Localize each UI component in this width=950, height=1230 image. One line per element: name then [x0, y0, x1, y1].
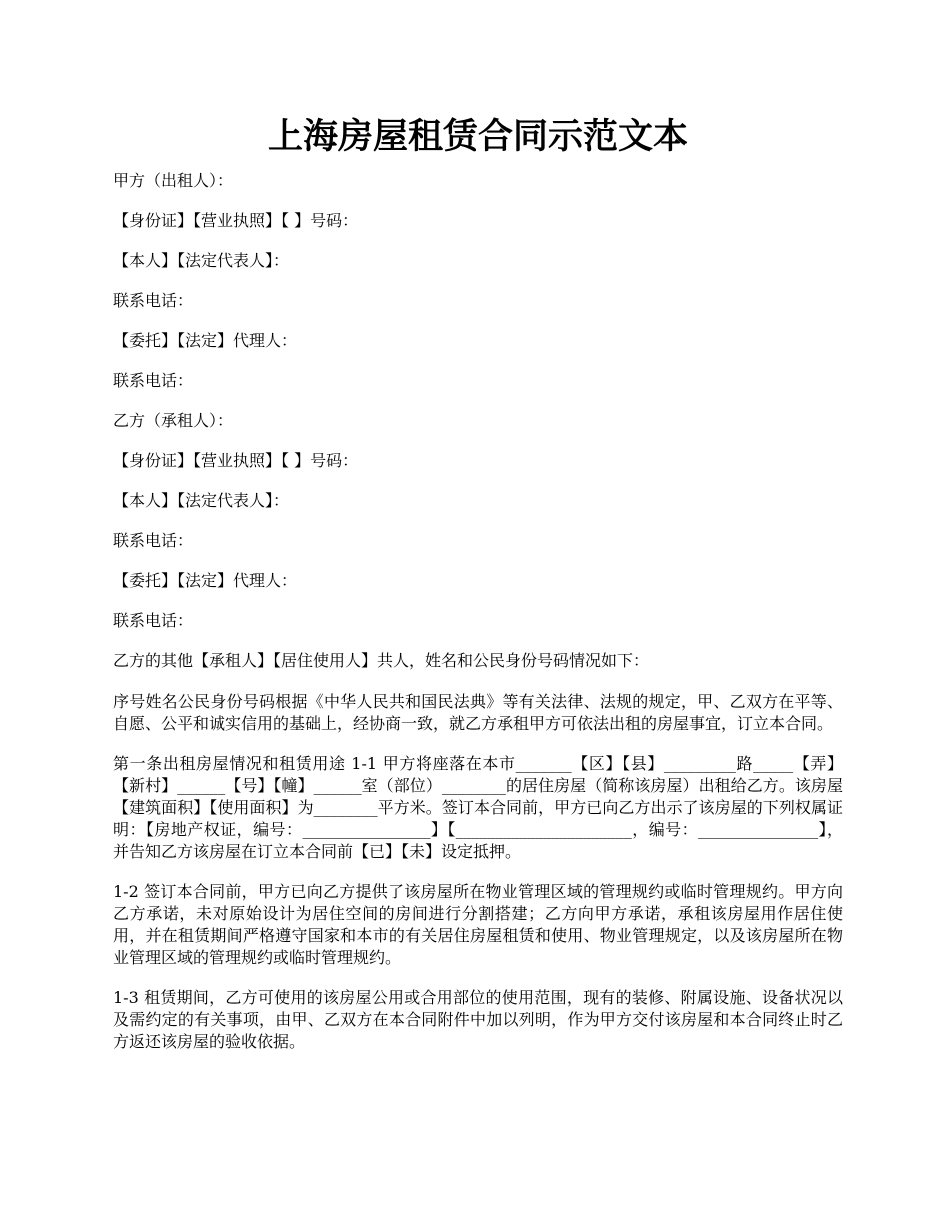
- party-b-representative-line: 【本人】【法定代表人】：: [113, 491, 290, 510]
- document-page: [113, 0, 843, 1053]
- party-b-heading: 乙方（承租人）：: [113, 411, 234, 430]
- party-a-phone-line: 联系电话：: [113, 291, 194, 310]
- party-b-phone-line: 联系电话：: [113, 531, 194, 550]
- party-b-id-line: 【身份证】【营业执照】【 】号码：: [113, 451, 359, 470]
- co-tenants-line: 乙方的其他【承租人】【居住使用人】共人，姓名和公民身份号码情况如下：: [113, 651, 650, 670]
- party-a-id-line: 【身份证】【营业执照】【 】号码：: [113, 211, 359, 230]
- article-1-2-paragraph: 1-2 签订本合同前，甲方已向乙方提供了该房屋所在物业管理区域的管理规约或临时管理规约。甲方向乙方承诺，未对原始设计为居住空间的房间进行分割搭建；乙方向甲方承诺，承租该房屋用作居住使用，并在租赁期间严格遵守国家和本市的有关居住房屋租赁和使用、物业管理规定，以及该房屋所在物业管理区域的管理规约或临时管理规约。: [113, 882, 843, 967]
- party-b-agent-phone-line: 联系电话：: [113, 611, 194, 630]
- preamble-paragraph: 序号姓名公民身份号码根据《中华人民共和国民法典》等有关法律、法规的规定，甲、乙双方在平等、自愿、公平和诚实信用的基础上，经协商一致，就乙方承租甲方可依法出租的房屋事宜，订立本合同。: [113, 692, 843, 733]
- article-1-3-paragraph: 1-3 租赁期间，乙方可使用的该房屋公用或合用部位的使用范围，现有的装修、附属设施、设备状况以及需约定的有关事项，由甲、乙双方在本合同附件中加以列明，作为甲方交付该房屋和本合同终止时乙方返还该房屋的验收依据。: [113, 988, 843, 1051]
- party-a-agent-line: 【委托】【法定】代理人：: [113, 331, 298, 350]
- party-a-representative-line: 【本人】【法定代表人】：: [113, 251, 290, 270]
- document-body: [113, 171, 843, 1053]
- party-a-heading: 甲方（出租人）：: [113, 171, 234, 190]
- party-a-agent-phone-line: 联系电话：: [113, 371, 194, 390]
- document-title: 上海房屋租赁合同示范文本: [267, 116, 688, 157]
- party-b-agent-line: 【委托】【法定】代理人：: [113, 571, 298, 590]
- article-1-1-paragraph: 第一条出租房屋情况和租赁用途 1-1 甲方将座落在本市_______【区】【县】_________路_____【弄】【新村】______【号】【幢】______室（部位）________的居住房屋（简称该房屋）出租给乙方。该房屋【建筑面积】【使用面积】为________平方米。签订本合同前，甲方已向乙方出示了该房屋的下列权属证明：【房地产权证，编号：________________】【______________________，编号：_______________】，并告知乙方该房屋在订立本合同前【已】【未】设定抵押。: [113, 754, 843, 861]
